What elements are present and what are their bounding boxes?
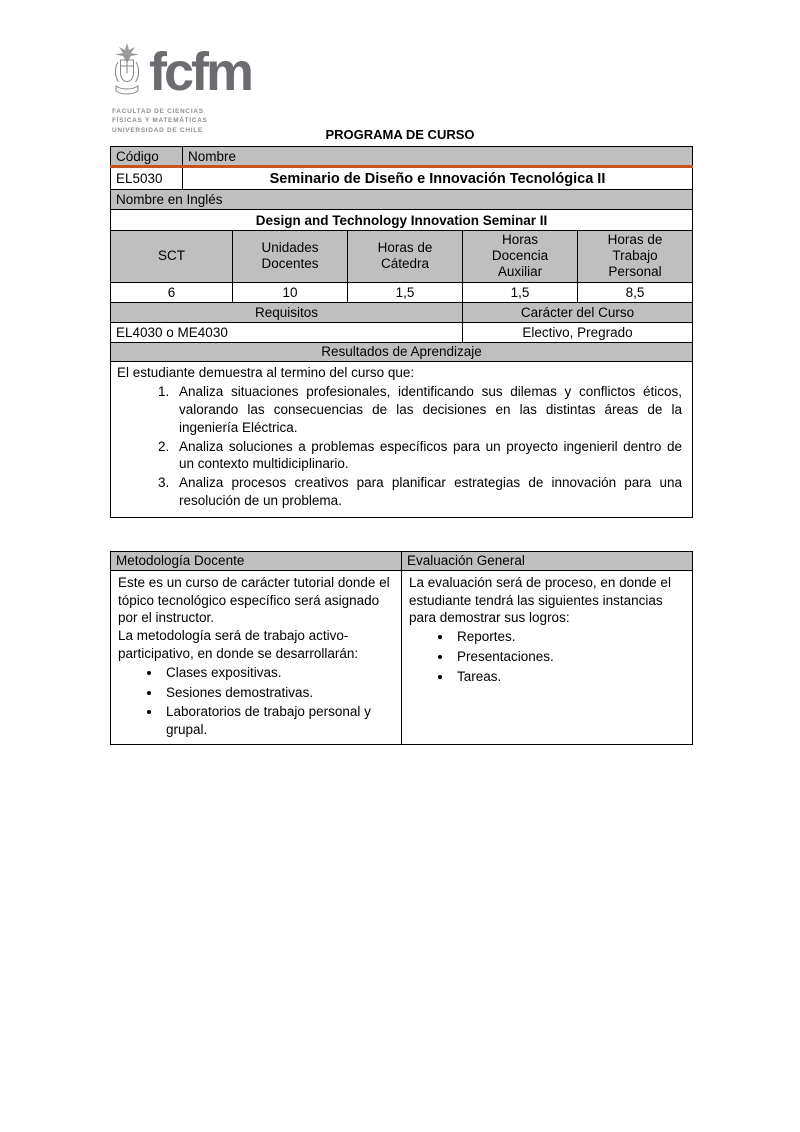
learning-outcomes-cell bbox=[111, 361, 693, 517]
table-row bbox=[111, 322, 693, 342]
metodologia-paragraph: Este es un curso de carácter tutorial donde el tópico tecnológico específico será asignado por el instructor. bbox=[118, 574, 390, 626]
page-title: PROGRAMA DE CURSO bbox=[325, 127, 475, 142]
horas-trabajo-personal-value-cell: 8,5 bbox=[578, 282, 693, 302]
table-row bbox=[111, 282, 693, 302]
evaluacion-item: • Reportes. bbox=[453, 628, 685, 646]
learning-outcomes-intro: El estudiante demuestra al termino del curso que: bbox=[117, 364, 415, 380]
horas-catedra-header-cell: Horas de Cátedra bbox=[348, 231, 463, 283]
metodologia-header-cell: Metodología Docente bbox=[111, 551, 402, 570]
metodologia-paragraph: La metodología será de trabajo activo-participativo, en donde se desarrollarán: bbox=[118, 628, 359, 662]
requisitos-value-cell: EL4030 o ME4030 bbox=[111, 322, 463, 342]
codigo-value-cell: EL5030 bbox=[111, 167, 183, 190]
evaluacion-body-cell bbox=[402, 570, 693, 744]
metodologia-item: • Clases expositivas. bbox=[162, 664, 394, 682]
english-name-cell: Design and Technology Innovation Seminar II bbox=[111, 210, 693, 231]
horas-trabajo-personal-header-cell: Horas de Trabajo Personal bbox=[578, 231, 693, 283]
evaluacion-list bbox=[409, 628, 685, 685]
table-row bbox=[111, 167, 693, 190]
methodology-evaluation-table bbox=[110, 551, 693, 745]
metodologia-body-cell bbox=[111, 570, 402, 744]
logo-subtext-line: FÍSICAS Y MATEMÁTICAS bbox=[112, 117, 208, 125]
logo-subtext-line: FACULTAD DE CIENCIAS bbox=[112, 108, 204, 115]
fcfm-logo bbox=[112, 42, 251, 135]
table-row bbox=[111, 342, 693, 361]
horas-catedra-value-cell: 1,5 bbox=[348, 282, 463, 302]
learning-outcome-item: 1. Analiza situaciones profesionales, identificando sus dilemas y conflictos éticos, valorando las consecuencias de las decisiones en las distintas áreas de la ingeniería Eléctrica. bbox=[173, 383, 682, 436]
course-name-cell: Seminario de Diseño e Innovación Tecnológica II bbox=[183, 167, 693, 190]
evaluacion-header-cell: Evaluación General bbox=[402, 551, 693, 570]
resultados-header-cell: Resultados de Aprendizaje bbox=[111, 342, 693, 361]
learning-outcome-item: 2. Analiza soluciones a problemas específicos para un proyecto ingenieril dentro de un contexto multidiciplinario. bbox=[173, 438, 682, 474]
requisitos-header-cell: Requisitos bbox=[111, 302, 463, 322]
table-row bbox=[111, 361, 693, 517]
horas-docencia-auxiliar-header-cell: Horas Docencia Auxiliar bbox=[463, 231, 578, 283]
table-row bbox=[111, 231, 693, 283]
evaluacion-item: • Presentaciones. bbox=[453, 648, 685, 666]
sct-header-cell: SCT bbox=[111, 231, 233, 283]
table-row bbox=[111, 570, 693, 744]
nombre-header-cell: Nombre bbox=[183, 147, 693, 167]
fcfm-wordmark: fcfm bbox=[149, 42, 252, 102]
caracter-header-cell: Carácter del Curso bbox=[463, 302, 693, 322]
unidades-docentes-value-cell: 10 bbox=[233, 282, 348, 302]
evaluacion-item: • Tareas. bbox=[453, 668, 685, 686]
table-row bbox=[111, 147, 693, 167]
caracter-value-cell: Electivo, Pregrado bbox=[463, 322, 693, 342]
document-content bbox=[110, 146, 692, 745]
learning-outcome-item: 3. Analiza procesos creativos para planificar estrategias de innovación para una resolución de un problema. bbox=[173, 474, 682, 510]
metodologia-list bbox=[118, 664, 394, 739]
nombre-ingles-header-cell: Nombre en Inglés bbox=[111, 190, 693, 210]
logo-subtext-line: UNIVERSIDAD DE CHILE bbox=[112, 126, 203, 134]
unidades-docentes-header-cell: Unidades Docentes bbox=[233, 231, 348, 283]
table-row bbox=[111, 551, 693, 570]
codigo-header-cell: Código bbox=[111, 147, 183, 167]
sct-value-cell: 6 bbox=[111, 282, 233, 302]
metodologia-item: • Laboratorios de trabajo personal y grupal. bbox=[162, 703, 394, 739]
horas-docencia-auxiliar-value-cell: 1,5 bbox=[463, 282, 578, 302]
metodologia-item: • Sesiones demostrativas. bbox=[162, 684, 394, 702]
learning-outcomes-list bbox=[117, 383, 686, 510]
table-row bbox=[111, 210, 693, 231]
evaluacion-intro: La evaluación será de proceso, en donde el estudiante tendrá las siguientes instancias para demostrar sus logros: bbox=[409, 574, 671, 626]
table-row bbox=[111, 302, 693, 322]
course-info-table bbox=[110, 146, 693, 518]
university-crest-icon bbox=[112, 42, 142, 100]
table-row bbox=[111, 190, 693, 210]
